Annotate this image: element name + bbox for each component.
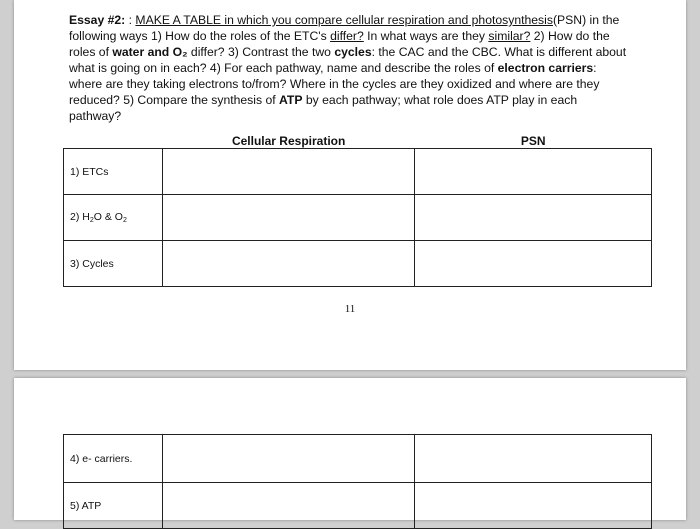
essay-water: water and O₂ xyxy=(112,45,188,59)
essay-instruction: MAKE A TABLE in which you compare cellular respiration and photosynthesis xyxy=(135,13,553,27)
essay-label: Essay #2: xyxy=(69,13,126,27)
header-blank xyxy=(64,134,163,149)
header-cellular-respiration: Cellular Respiration xyxy=(162,134,415,149)
essay-prompt xyxy=(69,12,629,124)
row-label-water-oxygen xyxy=(64,195,163,241)
table-row xyxy=(64,241,652,287)
essay-differ: differ? xyxy=(330,29,364,43)
answer-cell-cr-water[interactable] xyxy=(162,195,415,241)
essay-similar: similar? xyxy=(488,29,531,43)
answer-cell-cr-carriers[interactable] xyxy=(162,435,415,483)
table-row xyxy=(64,195,652,241)
table-row xyxy=(64,149,652,195)
row2-sub-2: 2 xyxy=(122,217,127,224)
row-label-atp: 5) ATP xyxy=(64,483,163,529)
answer-cell-psn-etcs[interactable] xyxy=(415,149,652,195)
row2-sub-1: 2 xyxy=(89,217,94,224)
answer-cell-psn-water[interactable] xyxy=(415,195,652,241)
row-label-etcs: 1) ETCs xyxy=(64,149,163,195)
essay-sep: : xyxy=(125,13,136,27)
header-psn: PSN xyxy=(415,134,652,149)
answer-cell-cr-cycles[interactable] xyxy=(162,241,415,287)
comparison-table xyxy=(63,134,652,287)
comparison-table-continued xyxy=(63,434,652,529)
essay-text-4: differ? 3) Contrast the two xyxy=(187,45,335,59)
answer-cell-cr-etcs[interactable] xyxy=(162,149,415,195)
essay-text-7: by each pathway; what role does ATP play in each pathway? xyxy=(69,93,578,123)
row-label-e-carriers: 4) e- carriers. xyxy=(64,435,163,483)
essay-text-5: : the CAC and the CBC. What is different about what is going on in each? 4) For each pathway, name and describe the roles of xyxy=(69,45,627,75)
essay-text-1: (PSN) in the following ways 1) How do the roles of the ETC's xyxy=(69,13,620,43)
essay-atp: ATP xyxy=(279,93,303,107)
page-number: 11 xyxy=(344,303,356,315)
table-row xyxy=(64,483,652,529)
answer-cell-cr-atp[interactable] xyxy=(162,483,415,529)
essay-text-3: 2) How do the roles of xyxy=(69,29,610,59)
answer-cell-psn-carriers[interactable] xyxy=(415,435,652,483)
document-page-1 xyxy=(14,0,686,370)
essay-text-6: : where are they taking electrons to/from? Where in the cycles are they oxidized and where are they reduced? 5) Compare the synthesis of xyxy=(69,61,600,107)
essay-carriers: electron carriers xyxy=(497,61,594,75)
document-page-2 xyxy=(14,378,686,520)
row-label-cycles: 3) Cycles xyxy=(64,241,163,287)
row2-prefix: 2) H xyxy=(70,211,90,223)
table-row xyxy=(64,435,652,483)
essay-cycles: cycles xyxy=(334,45,372,59)
essay-text-2: In what ways are they xyxy=(363,29,489,43)
answer-cell-psn-atp[interactable] xyxy=(415,483,652,529)
row2-mid: O & O xyxy=(93,211,123,223)
answer-cell-psn-cycles[interactable] xyxy=(415,241,652,287)
